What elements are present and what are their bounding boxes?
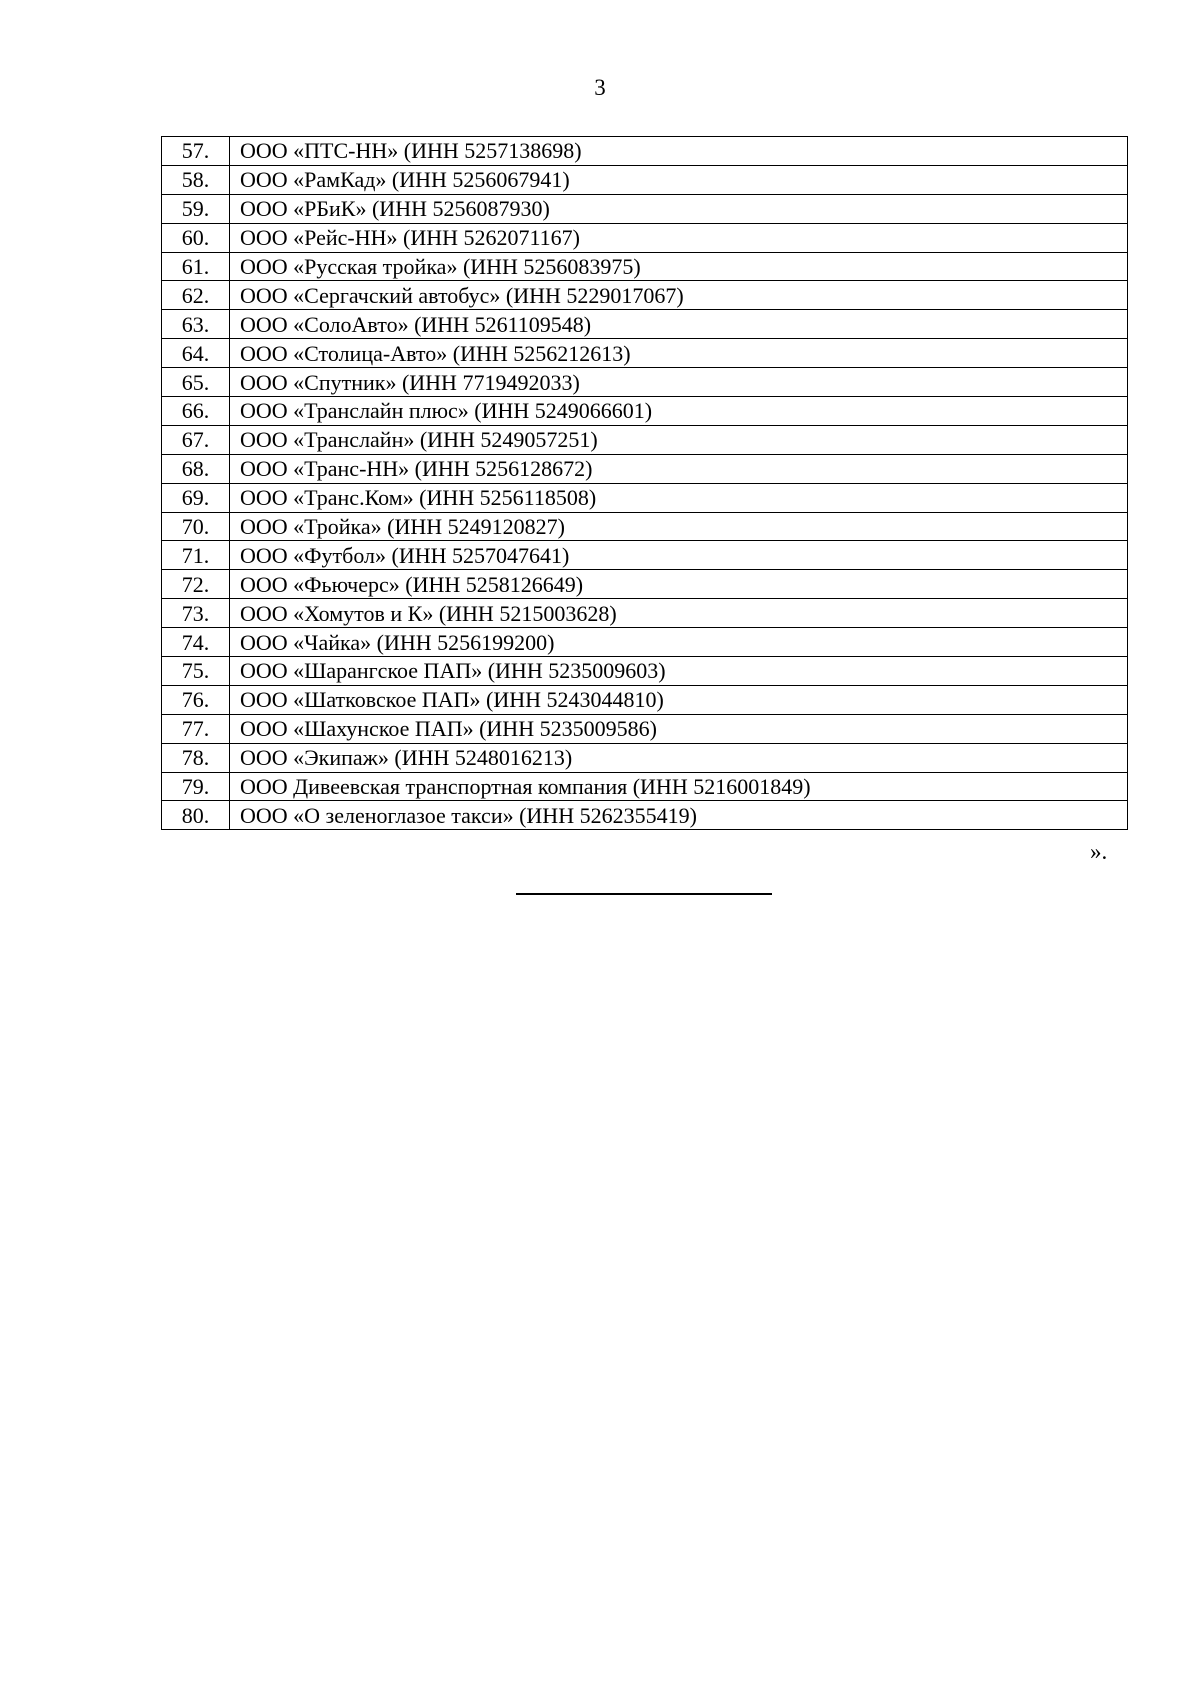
organization-name-cell: ООО «О зеленоглазое такси» (ИНН 5262355419) [230, 801, 1128, 830]
table-row [162, 541, 1128, 570]
table-row [162, 743, 1128, 772]
table-row [162, 310, 1128, 339]
table-row [162, 657, 1128, 686]
table-row [162, 714, 1128, 743]
table-row [162, 685, 1128, 714]
organization-name-cell: ООО «РБиК» (ИНН 5256087930) [230, 194, 1128, 223]
table-row [162, 165, 1128, 194]
table-row [162, 483, 1128, 512]
organization-name-cell: ООО «Русская тройка» (ИНН 5256083975) [230, 252, 1128, 281]
organization-name-cell: ООО «Хомутов и К» (ИНН 5215003628) [230, 599, 1128, 628]
row-number-cell: 57. [162, 137, 230, 166]
row-number-cell: 79. [162, 772, 230, 801]
organization-name-cell: ООО «Экипаж» (ИНН 5248016213) [230, 743, 1128, 772]
table-row [162, 454, 1128, 483]
organization-name-cell: ООО «Сергачский автобус» (ИНН 5229017067) [230, 281, 1128, 310]
row-number-cell: 64. [162, 339, 230, 368]
table-row [162, 223, 1128, 252]
row-number-cell: 68. [162, 454, 230, 483]
organization-name-cell: ООО «Спутник» (ИНН 7719492033) [230, 368, 1128, 397]
table-row [162, 599, 1128, 628]
row-number-cell: 80. [162, 801, 230, 830]
organizations-table [161, 136, 1128, 830]
table-row [162, 137, 1128, 166]
organization-name-cell: ООО «Транс-НН» (ИНН 5256128672) [230, 454, 1128, 483]
organizations-table-body [162, 137, 1128, 830]
table-row [162, 425, 1128, 454]
organization-name-cell: ООО «Шатковское ПАП» (ИНН 5243044810) [230, 685, 1128, 714]
page-number: 3 [594, 75, 606, 100]
organization-name-cell: ООО «Столица-Авто» (ИНН 5256212613) [230, 339, 1128, 368]
row-number-cell: 76. [162, 685, 230, 714]
row-number-cell: 69. [162, 483, 230, 512]
table-row [162, 194, 1128, 223]
table-row [162, 252, 1128, 281]
row-number-cell: 61. [162, 252, 230, 281]
table-row [162, 570, 1128, 599]
table-row [162, 281, 1128, 310]
table-row [162, 339, 1128, 368]
organization-name-cell: ООО «ПТС-НН» (ИНН 5257138698) [230, 137, 1128, 166]
row-number-cell: 71. [162, 541, 230, 570]
table-row [162, 772, 1128, 801]
row-number-cell: 63. [162, 310, 230, 339]
organization-name-cell: ООО «Транслайн» (ИНН 5249057251) [230, 425, 1128, 454]
table-row [162, 368, 1128, 397]
row-number-cell: 66. [162, 397, 230, 426]
table-row [162, 397, 1128, 426]
end-of-document-rule [516, 893, 772, 895]
organization-name-cell: ООО «Чайка» (ИНН 5256199200) [230, 628, 1128, 657]
organization-name-cell: ООО «Транслайн плюс» (ИНН 5249066601) [230, 397, 1128, 426]
row-number-cell: 77. [162, 714, 230, 743]
table-row [162, 512, 1128, 541]
row-number-cell: 58. [162, 165, 230, 194]
row-number-cell: 60. [162, 223, 230, 252]
organization-name-cell: ООО «Рейс-НН» (ИНН 5262071167) [230, 223, 1128, 252]
organization-name-cell: ООО «Фьючерс» (ИНН 5258126649) [230, 570, 1128, 599]
organization-name-cell: ООО «Шарангское ПАП» (ИНН 5235009603) [230, 657, 1128, 686]
row-number-cell: 75. [162, 657, 230, 686]
row-number-cell: 72. [162, 570, 230, 599]
organization-name-cell: ООО «Шахунское ПАП» (ИНН 5235009586) [230, 714, 1128, 743]
row-number-cell: 67. [162, 425, 230, 454]
row-number-cell: 73. [162, 599, 230, 628]
table-row [162, 628, 1128, 657]
table-row [162, 801, 1128, 830]
organization-name-cell: ООО «СолоАвто» (ИНН 5261109548) [230, 310, 1128, 339]
row-number-cell: 78. [162, 743, 230, 772]
organization-name-cell: ООО «РамКад» (ИНН 5256067941) [230, 165, 1128, 194]
organization-name-cell: ООО Дивеевская транспортная компания (ИНН 5216001849) [230, 772, 1128, 801]
organization-name-cell: ООО «Тройка» (ИНН 5249120827) [230, 512, 1128, 541]
row-number-cell: 65. [162, 368, 230, 397]
row-number-cell: 70. [162, 512, 230, 541]
row-number-cell: 74. [162, 628, 230, 657]
row-number-cell: 59. [162, 194, 230, 223]
organization-name-cell: ООО «Футбол» (ИНН 5257047641) [230, 541, 1128, 570]
organization-name-cell: ООО «Транс.Ком» (ИНН 5256118508) [230, 483, 1128, 512]
closing-quote-mark: ». [1090, 839, 1108, 864]
row-number-cell: 62. [162, 281, 230, 310]
